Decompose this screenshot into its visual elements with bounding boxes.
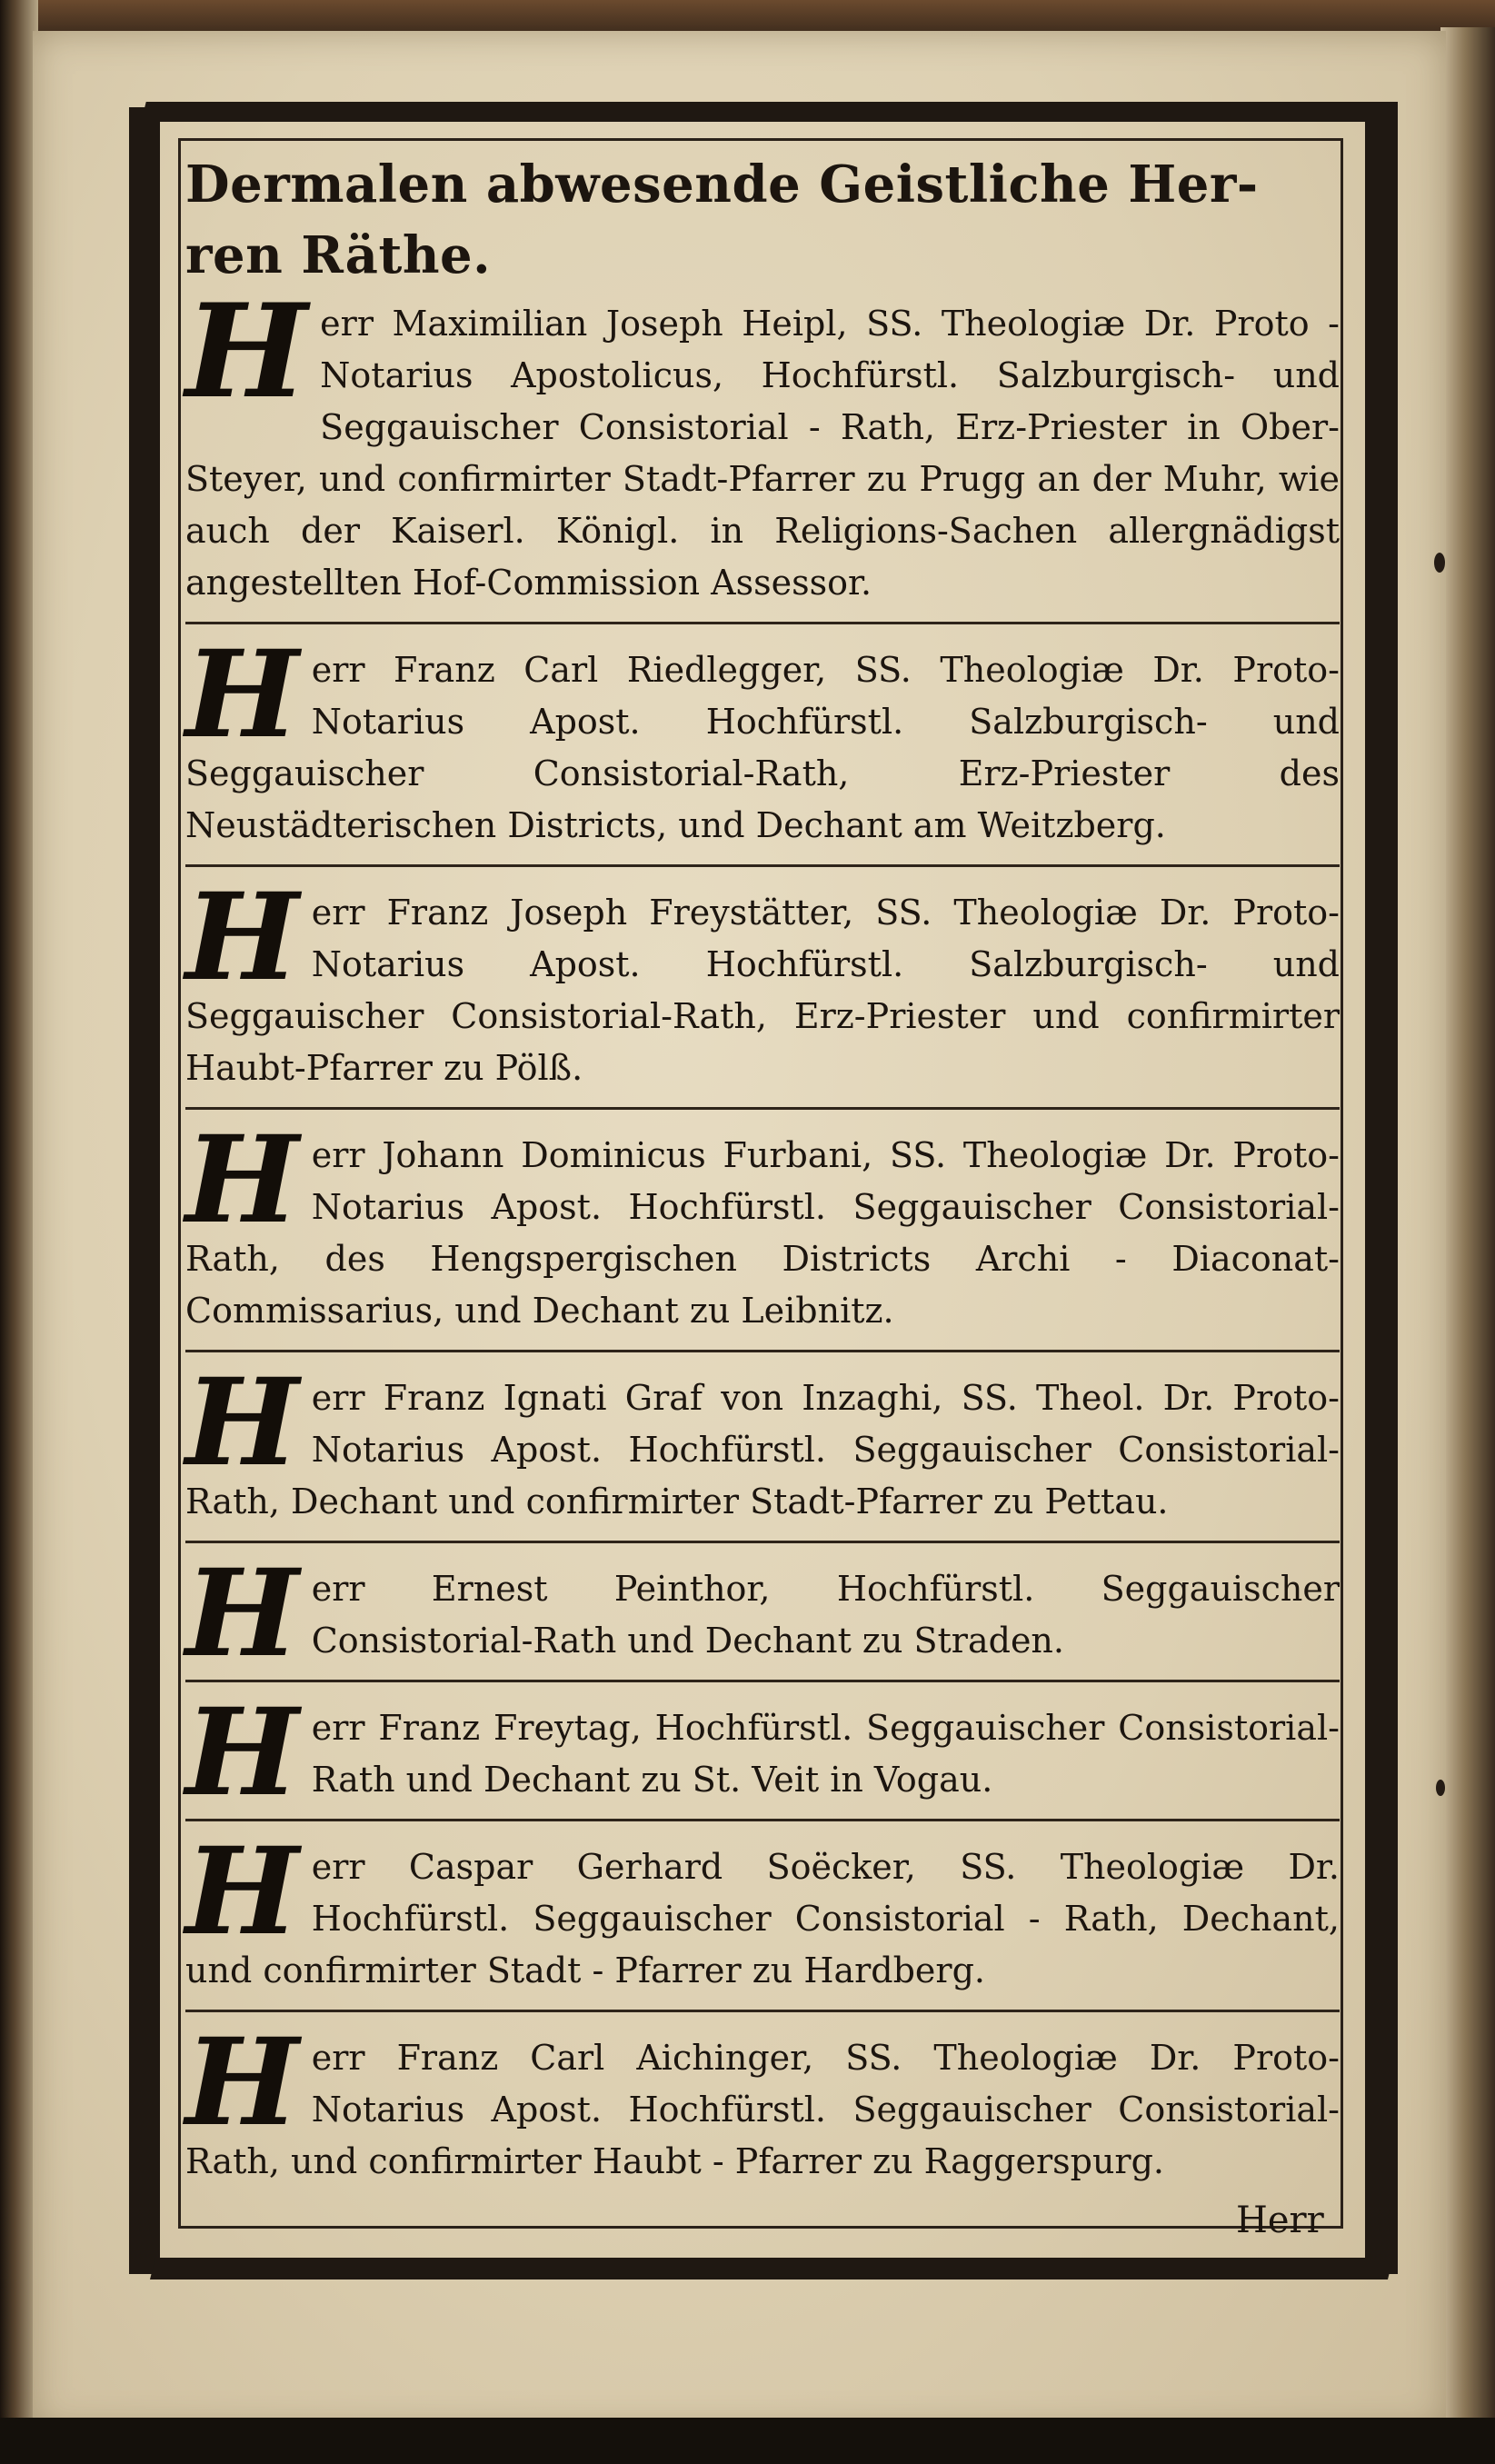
drop-initial: H [185,2012,299,2153]
frame-left-rule [129,107,160,2274]
drop-initial: H [185,1110,299,1251]
binding-mark [1436,1780,1445,1796]
page-edge [1440,27,1495,2436]
frame-top-rule [141,102,1383,122]
binding-mark [1434,553,1445,573]
entry-text: err Franz Freytag, Hochfürstl. Seggauischer Consistorial-Rath und Dechant zu St. Veit in Vogau. [311,1708,1340,1800]
entry-text: err Franz Carl Aichinger, SS. Theologiæ Dr. Proto-Notarius Apost. Hochfürstl. Seggauischer Consistorial-Rath, und confirmirter Haubt - Pfarrer zu Raggerspurg. [185,2038,1340,2181]
drop-initial: H [185,867,299,1008]
entry-aichinger [185,2010,1340,2200]
page-heading-line-2: ren Räthe. [185,225,492,285]
entry-text: err Johann Dominicus Furbani, SS. Theologiæ Dr. Proto-Notarius Apost. Hochfürstl. Seggauischer Consistorial-Rath, des Hengspergischen Districts Archi - Diaconat-Commissarius, und Dechant zu Leibnitz. [185,1135,1340,1331]
entry-text: err Franz Joseph Freystätter, SS. Theologiæ Dr. Proto-Notarius Apost. Hochfürstl. Salzburgisch- und Seggauischer Consistorial-Rath, Erz-Priester und confirmirter Haubt-Pfarrer zu Pölß. [185,893,1340,1088]
page-heading [185,149,1340,291]
page-heading-line-1: Dermalen abwesende Geistliche Her- [185,155,1259,214]
entry-text: err Franz Carl Riedlegger, SS. Theologiæ Dr. Proto-Notarius Apost. Hochfürstl. Salzburgisch- und Seggauischer Consistorial-Rath, Erz-Priester des Neustädterischen Districts, und Dechant am Weitzberg. [185,650,1340,845]
entry-text: err Franz Ignati Graf von Inzaghi, SS. Theol. Dr. Proto-Notarius Apost. Hochfürstl. Seggauischer Consistorial-Rath, Dechant und confirmirter Stadt-Pfarrer zu Pettau. [185,1378,1340,1521]
entry-freystaetter [185,864,1340,1107]
book-edge-bottom [0,2418,1495,2464]
frame-bottom-rule [150,2258,1393,2279]
entry-inzaghi [185,1350,1340,1541]
drop-initial: H [185,276,308,427]
page-content [185,149,1340,2200]
drop-initial: H [185,624,299,765]
entry-heipl [185,276,1340,622]
entry-peinthor [185,1541,1340,1684]
frame-right-rule [1365,102,1398,2274]
catchword: Herr [1236,2200,1324,2241]
entry-text: err Ernest Peinthor, Hochfürstl. Seggauischer Consistorial-Rath und Dechant zu Straden. [311,1569,1340,1661]
entry-riedlegger [185,622,1340,864]
entry-text: err Caspar Gerhard Soëcker, SS. Theologiæ Dr. Hochfürstl. Seggauischer Consistorial - Rath, Dechant, und confirmirter Stadt - Pfarrer zu Hardberg. [185,1847,1340,1990]
entry-text: err Maximilian Joseph Heipl, SS. Theologiæ Dr. Proto - Notarius Apostolicus, Hochfürstl. Salzburgisch- und Seggauischer Consistorial - Rath, Erz-Priester in Ober-Steyer, und confirmirter Stadt-Pfarrer zu Prugg an der Muhr, wie auch der Kaiserl. Königl. in Religions-Sachen allergnädigst angestellten Hof-Commission Assessor. [185,304,1340,603]
drop-initial: H [185,1682,299,1823]
entry-freytag [185,1680,1340,1823]
drop-initial: H [185,1543,299,1684]
entry-furbani [185,1107,1340,1350]
drop-initial: H [185,1352,299,1493]
drop-initial: H [185,1821,299,1962]
entry-soecker [185,1819,1340,2010]
